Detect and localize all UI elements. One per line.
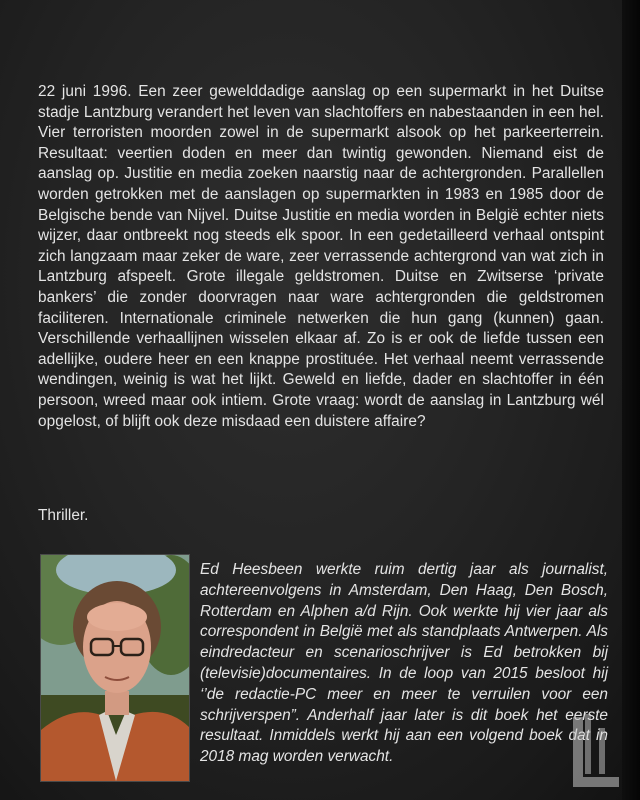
author-bio-text: Ed Heesbeen werkte ruim dertig jaar als journalist, achtereenvolgens in Amsterdam, Den Haag, Den Bosch, Rotterdam en Alphen a/d Rijn. Ook werkte hij vier jaar als correspondent in België met als standplaats Antwerpen. Als eindredacteur en scenarioschrijver is Ed betrokken bij (televisie)documentaires. In de loop van 2015 besloot hij ‘’de redactie-PC meer en meer te verruilen voor een schrijverspen”. Anderhalf jaar later is dit boek het eerste resultaat. Inmiddels werkt hij aan een volgend boek dat in 2018 mag worden verwacht. xyxy=(200,561,608,766)
genre-label: Thriller. xyxy=(38,507,89,524)
author-portrait-illustration xyxy=(41,555,189,781)
publisher-watermark-icon xyxy=(560,712,630,792)
author-photo xyxy=(40,554,190,782)
blurb-text: 22 juni 1996. Een zeer gewelddadige aanslag op een supermarkt in het Duitse stadje Lantzburg verandert het leven van slachtoffers en nabestaanden in een hel. Vier terroristen moorden zowel in de supermarkt alsook op het parkeerterrein. Resultaat: veertien doden en meer dan twintig gewonden. Niemand eist de aanslag op. Justitie en media zoeken naarstig naar de achtergronden. Parallellen worden getrokken met de aanslagen op supermarkten in 1983 en 1985 door de Belgische bende van Nijvel. Duitse Justitie en media worden in België echter niets wijzer, daar ontbreekt nog steeds elk spoor. In een gedetailleerd verhaal ontspint zich langzaam maar zeker de ware, zeer verrassende achtergrond van wat zich in Lantzburg afspeelt. Grote illegale geldstromen. Duitse en Zwitserse ‘private bankers’ die zonder doorvragen naar ware achtergronden die geldstromen faciliteren. Internationale criminele netwerken die hun gang (kunnen) gaan. Verschillende verhaallijnen wisselen elkaar af. Zo is er ook de liefde tussen een adellijke, oudere heer en een knappe prostituée. Het verhaal neemt verrassende wendingen, weinig is wat het lijkt. Geweld en liefde, dader en slachtoffer in één persoon, wreed maar ook intiem. Grote vraag: wordt de aanslag in Lantzburg wél opgelost, of blijft ook deze misdaad een duistere affaire? xyxy=(38,83,604,430)
cover-edge xyxy=(622,0,640,800)
